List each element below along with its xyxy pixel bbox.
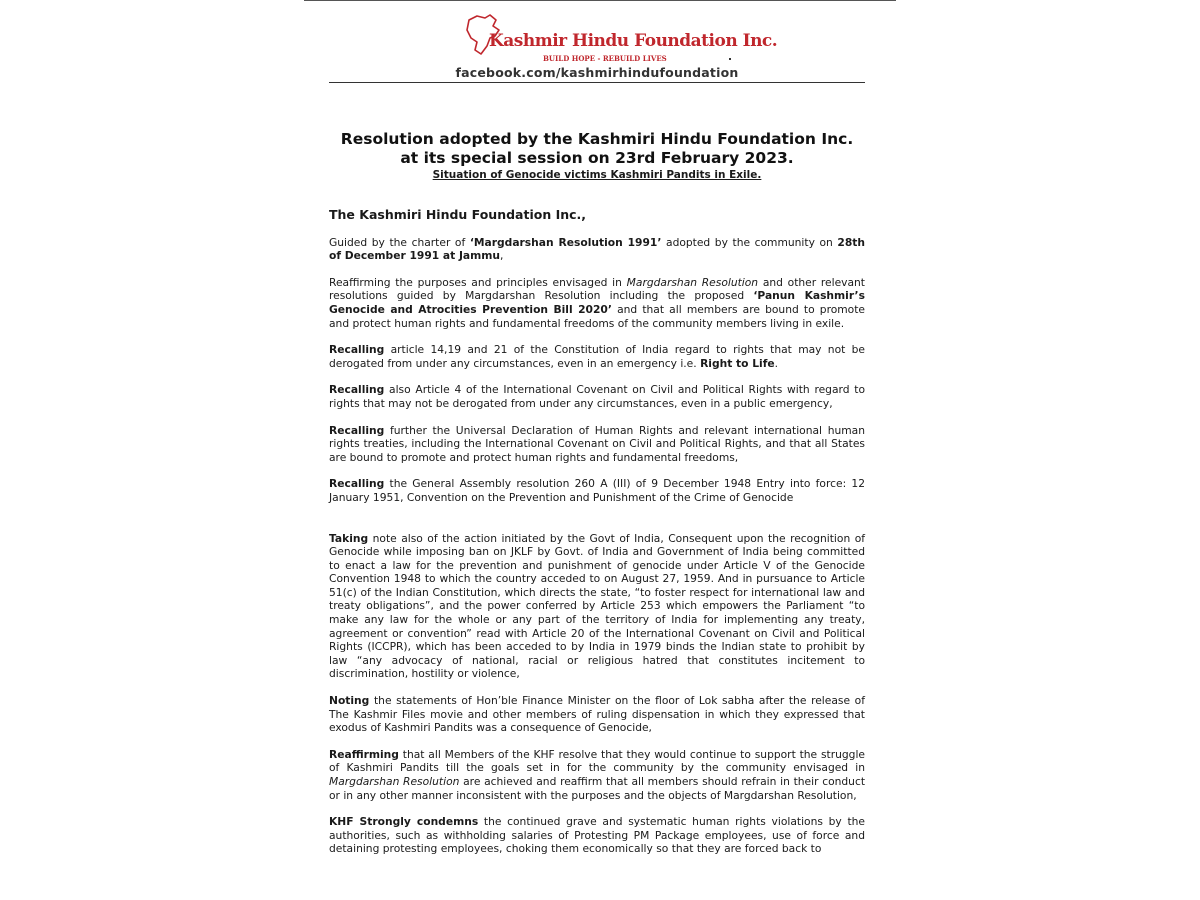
paragraph-khf-condemns: KHF Strongly condemns the continued grave and systematic human rights violations by the authorities, such as withholding salaries of Protesting PM Package employees, use of force and detaining protesting employees, choking them economically so that they are forced back to: [329, 815, 865, 856]
foundation-logo: [463, 10, 778, 72]
paragraph-recalling-constitution: Recalling article 14,19 and 21 of the Constitution of India regard to rights that may not be derogated from under any circumstances, even in an emergency i.e. Right to Life.: [329, 343, 865, 370]
paragraph-taking-note: Taking note also of the action initiated by the Govt of India, Consequent upon the recognition of Genocide while imposing ban on JKLF by Govt. of India and Government of India being committed to enact a law for the prevention and punishment of genocide under Article V of the Genocide Convention 1948 to which the country acceded to on August 27, 1959. And in pursuance to Article 51(c) of the Indian Constitution, which directs the state, “to foster respect for international law and treaty obligations”, and the power conferred by Article 253 which empowers the Parliament “to make any law for the whole or any part of the territory of India for implementing any treaty, agreement or convention” read with Article 20 of the International Covenant on Civil and Political Rights (ICCPR), which has been acceded to by India in 1979 binds the Indian state to prohibit by law “any advocacy of national, racial or religious hatred that constitutes incitement to discrimination, hostility or violence,: [329, 531, 865, 681]
paragraph-recalling-genocide-convention: Recalling the General Assembly resolution 260 A (III) of 9 December 1948 Entry into force: 12 January 1951, Convention on the Prevention and Punishment of the Crime of Genocide: [329, 477, 865, 504]
paragraph-reaffirming-members: Reaffirming that all Members of the KHF resolve that they would continue to support the struggle of Kashmiri Pandits till the goals set in for the community by the community envisaged in Margdarshan Resolution are achieved and reaffirm that all members should refrain in their conduct or in any other manner inconsistent with the purposes and the objects of Margdarshan Resolution,: [329, 747, 866, 802]
paragraph-recalling-udhr: Recalling further the Universal Declaration of Human Rights and relevant international human rights treaties, including the International Covenant on Civil and Political Rights, and that all States are bound to promote and protect human rights and fundamental freedoms,: [329, 423, 865, 464]
title-line-2: at its special session on 23rd February 2023.: [400, 149, 794, 167]
organization-line: The Kashmiri Hindu Foundation Inc.,: [329, 207, 587, 222]
letterhead: [329, 8, 865, 83]
top-rule: [304, 0, 896, 1]
paragraph-noting: Noting the statements of Hon’ble Finance Minister on the floor of Lok sabha after the release of The Kashmir Files movie and other members of ruling dispensation in which they expressed that exodus of Kashmiri Pandits was a consequence of Genocide,: [329, 694, 865, 735]
paragraph-reaffirming-purposes: Reaffirming the purposes and principles envisaged in Margdarshan Resolution and other relevant resolutions guided by Margdarshan Resolution including the proposed ‘Panun Kashmir’s Genocide and Atrocities Prevention Bill 2020’ and that all members are bound to promote and protect human rights and fundamental freedoms of the community members living in exile.: [329, 275, 865, 330]
stray-mark: [729, 58, 731, 60]
facebook-link[interactable]: facebook.com/kashmirhindufoundation: [455, 65, 739, 80]
title-line-1: Resolution adopted by the Kashmiri Hindu Foundation Inc.: [340, 130, 854, 148]
resolution-body: [329, 208, 865, 869]
resolution-subtitle: Situation of Genocide victims Kashmiri Pandits in Exile.: [432, 169, 762, 181]
resolution-title: [329, 130, 865, 182]
paragraph-guided: Guided by the charter of ‘Margdarshan Resolution 1991’ adopted by the community on 28th of December 1991 at Jammu,: [329, 235, 866, 263]
logo-wordmark: Kashmir Hindu Foundation Inc.: [489, 31, 778, 51]
paragraph-recalling-article-4: Recalling also Article 4 of the International Covenant on Civil and Political Rights with regard to rights that may not be derogated from under any circumstances, even in a public emergency,: [329, 383, 865, 410]
logo-tagline: BUILD HOPE - REBUILD LIVES: [543, 54, 667, 63]
